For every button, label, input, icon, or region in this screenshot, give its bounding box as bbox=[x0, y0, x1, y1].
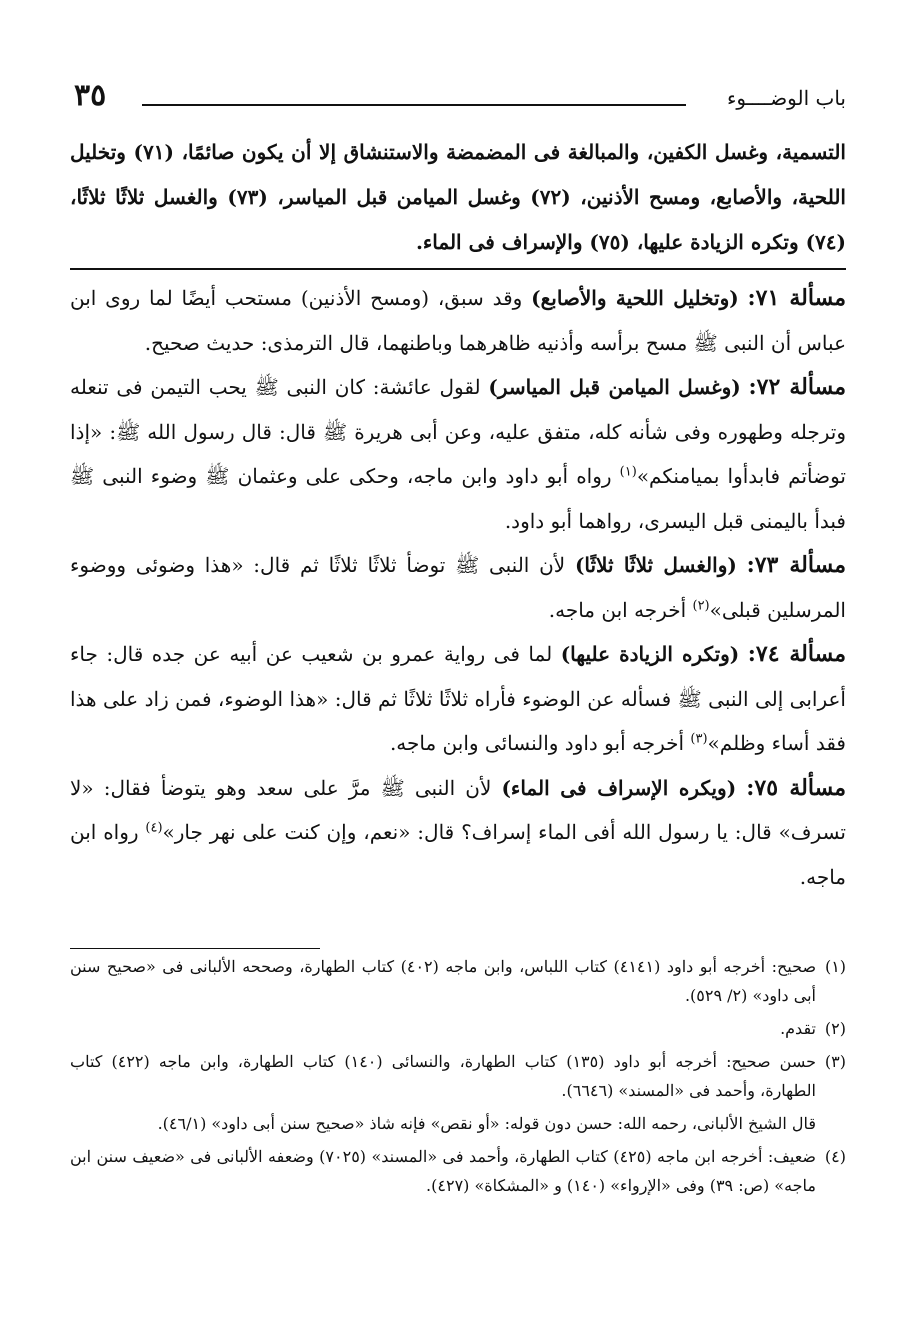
footnote-text: قال الشيخ الألبانى، رحمه الله: حسن دون قوله: «أو نقص» فإنه شاذ «صحيح سنن أبى داود» (٤٦/١). bbox=[157, 1114, 816, 1133]
issue-quoted-text: (وتخليل اللحية والأصابع) bbox=[531, 286, 739, 310]
issue-label: مسألة ٧٥: bbox=[746, 774, 846, 801]
running-title: باب الوضــــوء bbox=[727, 86, 846, 110]
footnote-number: (١) bbox=[824, 957, 847, 976]
summary-text: التسمية، وغسل الكفين، والمبالغة فى المضمضة والاستنشاق إلا أن يكون صائمًا، (٧١) وتخليل اللحية، والأصابع، ومسح الأذنين، (٧٢) وغسل الميامن قبل المياسر، (٧٣) والغسل ثلاثًا ثلاثًا، (٧٤) وتكره الزيادة عليها، (٧٥) والإسراف فى الماء. bbox=[70, 140, 846, 254]
issue-quoted-text: (وتكره الزيادة عليها) bbox=[560, 642, 740, 666]
issue-label: مسألة ٧٣: bbox=[746, 552, 846, 578]
issue-quoted-text: (والغسل ثلاثًا ثلاثًا) bbox=[574, 553, 737, 577]
section-divider bbox=[70, 268, 846, 270]
issue-quoted-text: (ويكره الإسراف فى الماء) bbox=[501, 775, 737, 800]
issue-72 bbox=[70, 365, 846, 543]
issue-74 bbox=[70, 632, 846, 766]
footnote-number: (٢) bbox=[824, 1019, 846, 1038]
footnote-text: تقدم. bbox=[780, 1019, 816, 1038]
footnote-ref[interactable]: (١) bbox=[619, 464, 637, 480]
footnote-ref[interactable]: (٢) bbox=[692, 597, 710, 613]
footnote-number: (٤) bbox=[824, 1147, 847, 1166]
header-rule bbox=[142, 104, 686, 106]
issue-text-cont: أخرجه أبو داود والنسائى وابن ماجه. bbox=[389, 731, 691, 755]
issue-text-cont: رواه أبو داود وابن ماجه، وحكى على وعثمان ﷺ وضوء النبى ﷺ فبدأ باليمنى قبل اليسرى، رواهما أبو داود. bbox=[70, 464, 846, 533]
footnote-ref[interactable]: (٤) bbox=[145, 820, 163, 836]
issue-label: مسألة ٧٢: bbox=[748, 374, 846, 400]
footnote-1 bbox=[70, 952, 846, 1010]
issue-73 bbox=[70, 543, 846, 632]
issue-text: لقول عائشة: كان النبى ﷺ يحب التيمن فى تنعله وترجله وطهوره وفى شأنه كله، متفق عليه، وعن أبى هريرة ﷺ قال: قال رسول الله ﷺ: «إذا توضأتم فابدأوا بميامنكم» bbox=[70, 375, 846, 488]
footnote-ref[interactable]: (٣) bbox=[690, 731, 708, 747]
issue-text-cont: أخرجه ابن ماجه. bbox=[548, 597, 693, 622]
footnote-text: حسن صحيح: أخرجه أبو داود (١٣٥) كتاب الطهارة، والنسائى (١٤٠) كتاب الطهارة، وابن ماجه (٤٢٢) كتاب الطهارة، وأحمد فى «المسند» (٦٦٤٦). bbox=[70, 1052, 816, 1100]
chapter-summary bbox=[70, 130, 846, 265]
issue-text: لأن النبى ﷺ مرَّ على سعد وهو يتوضأ فقال: «لا تسرف» قال: يا رسول الله أفى الماء إسراف؟ قال: «نعم، وإن كنت على نهر جار» bbox=[70, 775, 846, 844]
footnote-2 bbox=[70, 1014, 846, 1043]
footnote-text: صحيح: أخرجه أبو داود (٤١٤١) كتاب اللباس، وابن ماجه (٤٠٢) كتاب الطهارة، وصححه الألبانى فى «صحيح سنن أبى داود» (٢/ ٥٢٩). bbox=[70, 957, 817, 1005]
issue-text-cont: رواه ابن ماجه. bbox=[70, 820, 846, 889]
footnote-number: (٣) bbox=[824, 1052, 846, 1071]
issue-text: لما فى رواية عمرو بن شعيب عن أبيه عن جده قال: جاء أعرابى إلى النبى ﷺ فسأله عن الوضوء فأراه ثلاثًا ثلاثًا ثم قال: «هذا الوضوء، فمن زاد على هذا فقد أساء وظلم» bbox=[70, 642, 846, 755]
footnote-3 bbox=[70, 1047, 846, 1105]
issue-text: لأن النبى ﷺ توضأ ثلاثًا ثلاثًا ثم قال: «هذا وضوئى ووضوء المرسلين قبلى» bbox=[70, 553, 846, 622]
issue-label: مسألة ٧٤: bbox=[747, 641, 846, 667]
issue-label: مسألة ٧١: bbox=[747, 285, 846, 311]
footnote-text: ضعيف: أخرجه ابن ماجه (٤٢٥) كتاب الطهارة، وأحمد فى «المسند» (٧٠٢٥) وضعفه الألبانى فى «ضعيف سنن ابن ماجه» (ص: ٣٩) وفى «الإرواء» (١٤٠) و «المشكاة» (٤٢٧). bbox=[70, 1147, 817, 1195]
issue-71 bbox=[70, 276, 846, 365]
footnote-separator-line bbox=[70, 948, 320, 949]
issue-text: وقد سبق، (ومسح الأذنين) مستحب أيضًا لما روى ابن عباس أن النبى ﷺ مسح برأسه وأذنيه ظاهرهما وباطنهما، قال الترمذى: حديث صحيح. bbox=[70, 286, 846, 355]
issue-75 bbox=[70, 766, 846, 900]
footnote-3-continuation bbox=[70, 1109, 846, 1138]
footnote-4 bbox=[70, 1142, 846, 1200]
page-header bbox=[70, 78, 846, 122]
page-number: ٣٥ bbox=[74, 78, 107, 113]
commentary-body bbox=[70, 276, 846, 899]
footnotes bbox=[70, 952, 846, 1204]
issue-quoted-text: (وغسل الميامن قبل المياسر) bbox=[488, 375, 741, 399]
